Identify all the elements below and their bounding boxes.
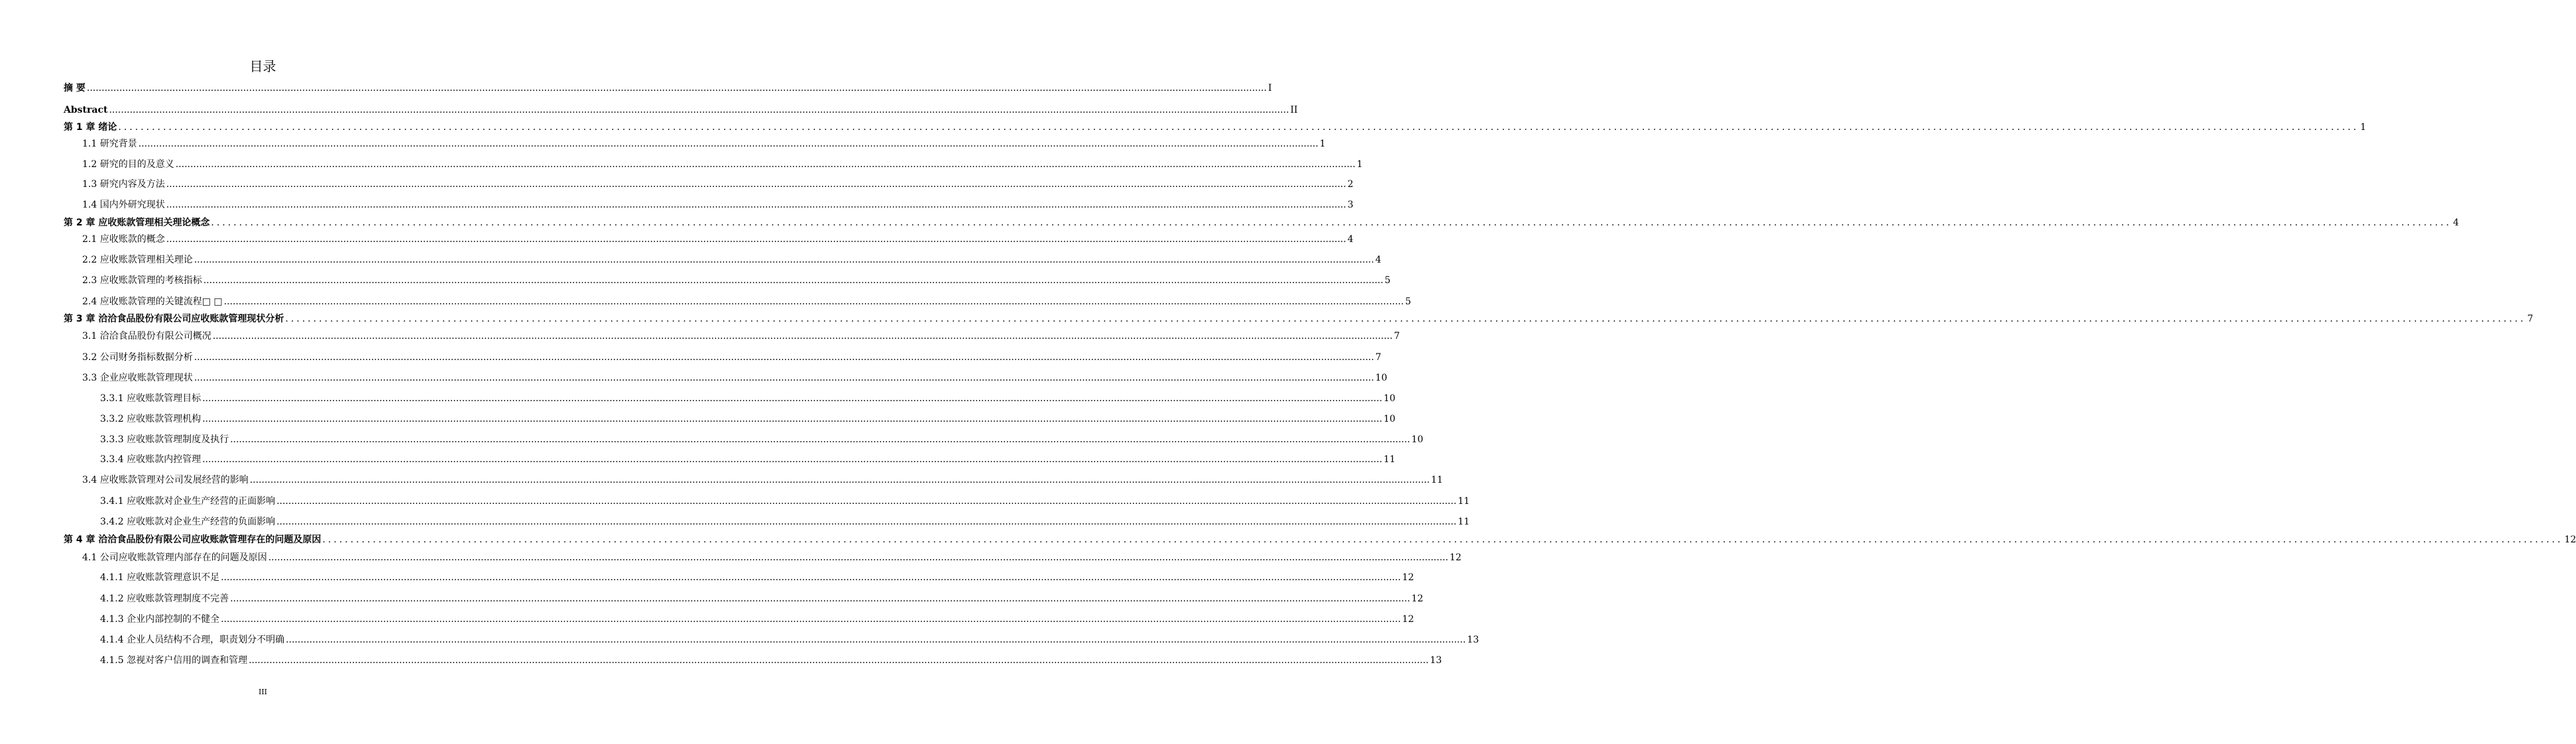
toc-entry-section-3-3[interactable] bbox=[82, 371, 1387, 385]
toc-entry-section-3-2[interactable] bbox=[82, 350, 1381, 365]
dot-leader: ................................................................................................................................................................................................................................................................................................................................................................................................................ bbox=[118, 122, 2359, 133]
toc-entry-label: 3.3.4 应收账款内控管理 bbox=[100, 454, 202, 465]
toc-entry-page: 3 bbox=[1347, 200, 1354, 210]
toc-entry-label: 4.1.1 应收账款管理意识不足 bbox=[100, 572, 220, 583]
toc-entry-section-4-1-2[interactable] bbox=[100, 591, 1423, 606]
dot-leader: ................................................................................................................................................................................................................................................................................................................................................................................................................ bbox=[230, 434, 1411, 445]
toc-entry-label: 3.4.1 应收账款对企业生产经营的正面影响 bbox=[100, 496, 276, 507]
toc-entry-page: 12 bbox=[1402, 614, 1414, 625]
toc-entry-page: 4 bbox=[2453, 217, 2459, 228]
toc-entry-section-4-1-4[interactable] bbox=[100, 633, 1479, 647]
toc-entry-label: 3.3.2 应收账款管理机构 bbox=[100, 414, 202, 424]
toc-entry-label: 3.3.1 应收账款管理目标 bbox=[100, 393, 202, 404]
toc-entry-chapter-4[interactable] bbox=[64, 532, 2576, 547]
dot-leader: ................................................................................................................................................................................................................................................................................................................................................................................................................ bbox=[175, 159, 1356, 170]
toc-entry-section-1-2[interactable] bbox=[82, 157, 1363, 172]
dot-leader: ................................................................................................................................................................................................................................................................................................................................................................................................................ bbox=[202, 414, 1383, 424]
dot-leader: ................................................................................................................................................................................................................................................................................................................................................................................................................ bbox=[268, 552, 1448, 563]
toc-entry-label: 3.2 公司财务指标数据分析 bbox=[82, 352, 193, 363]
dot-leader: ................................................................................................................................................................................................................................................................................................................................................................................................................ bbox=[221, 614, 1401, 625]
dot-leader: ................................................................................................................................................................................................................................................................................................................................................................................................................ bbox=[194, 373, 1374, 383]
toc-entry-section-4-1-1[interactable] bbox=[100, 570, 1414, 585]
toc-entry-label: 第 3 章 洽洽食品股份有限公司应收账款管理现状分析 bbox=[64, 314, 284, 324]
toc-entry-section-1-1[interactable] bbox=[82, 137, 1326, 151]
toc-entry-label: 4.1.5 忽视对客户信用的调查和管理 bbox=[100, 655, 248, 666]
page-number-footer: III bbox=[258, 688, 268, 696]
toc-entry-page: 10 bbox=[1383, 414, 1395, 424]
toc-entry-label: 3.4.2 应收账款对企业生产经营的负面影响 bbox=[100, 517, 276, 527]
dot-leader: ................................................................................................................................................................................................................................................................................................................................................................................................................ bbox=[194, 255, 1374, 265]
toc-entry-section-4-1[interactable] bbox=[82, 550, 1462, 565]
toc-entry-label: 4.1.2 应收账款管理制度不完善 bbox=[100, 593, 229, 604]
toc-entry-page: 10 bbox=[1411, 434, 1423, 445]
toc-entry-label: 4.1.4 企业人员结构不合理，职责划分不明确 bbox=[100, 635, 285, 645]
toc-entry-label: 1.4 国内外研究现状 bbox=[82, 200, 165, 210]
dot-leader: ................................................................................................................................................................................................................................................................................................................................................................................................................ bbox=[249, 655, 1429, 666]
toc-entry-page: 10 bbox=[1375, 373, 1387, 383]
toc-entry-label: 第 2 章 应收账款管理相关理论概念 bbox=[64, 217, 210, 228]
toc-title: 目录 bbox=[249, 58, 276, 74]
toc-entry-page: 13 bbox=[1467, 635, 1479, 645]
dot-leader: ................................................................................................................................................................................................................................................................................................................................................................................................................ bbox=[212, 331, 1393, 341]
toc-entry-label: 2.1 应收账款的概念 bbox=[82, 234, 165, 245]
dot-leader: ................................................................................................................................................................................................................................................................................................................................................................................................................ bbox=[249, 475, 1430, 485]
toc-entry-label: 3.4 应收账款管理对公司发展经营的影响 bbox=[82, 475, 249, 485]
toc-entry-page: 2 bbox=[1347, 179, 1354, 190]
dot-leader: ................................................................................................................................................................................................................................................................................................................................................................................................................ bbox=[138, 139, 1318, 149]
toc-entry-section-4-1-5[interactable] bbox=[100, 653, 1442, 668]
toc-entry-page: 4 bbox=[1347, 234, 1354, 245]
toc-entry-chapter-1[interactable] bbox=[64, 120, 2367, 135]
toc-entry-label: 2.3 应收账款管理的考核指标 bbox=[82, 275, 202, 286]
dot-leader: ................................................................................................................................................................................................................................................................................................................................................................................................................ bbox=[166, 179, 1346, 190]
toc-entry-section-3-4-2[interactable] bbox=[100, 515, 1470, 529]
toc-entry-page: 5 bbox=[1405, 296, 1411, 307]
toc-entry-label: 4.1 公司应收账款管理内部存在的问题及原因 bbox=[82, 552, 267, 563]
dot-leader: ................................................................................................................................................................................................................................................................................................................................................................................................................ bbox=[202, 454, 1383, 465]
toc-entry-section-1-3[interactable] bbox=[82, 177, 1354, 192]
dot-leader: ................................................................................................................................................................................................................................................................................................................................................................................................................ bbox=[276, 496, 1457, 507]
toc-entry-label: 第 4 章 洽洽食品股份有限公司应收账款管理存在的问题及原因 bbox=[64, 534, 322, 545]
toc-entry-page: I bbox=[1267, 83, 1272, 93]
dot-leader: ................................................................................................................................................................................................................................................................................................................................................................................................................ bbox=[109, 105, 1289, 115]
toc-entry-label: 1.3 研究内容及方法 bbox=[82, 179, 165, 190]
dot-leader: ................................................................................................................................................................................................................................................................................................................................................................................................................ bbox=[202, 393, 1383, 404]
toc-entry-page: 5 bbox=[1384, 275, 1391, 286]
toc-entry-page: 11 bbox=[1458, 517, 1470, 527]
dot-leader: ................................................................................................................................................................................................................................................................................................................................................................................................................ bbox=[203, 275, 1383, 286]
toc-entry-page: 7 bbox=[1393, 331, 1400, 341]
toc-entry-section-3-1[interactable] bbox=[82, 329, 1400, 343]
toc-entry-page: 12 bbox=[2564, 534, 2576, 545]
dot-leader: ................................................................................................................................................................................................................................................................................................................................................................................................................ bbox=[221, 572, 1401, 583]
toc-entry-page: 12 bbox=[1402, 572, 1414, 583]
toc-entry-chapter-2[interactable] bbox=[64, 216, 2459, 230]
toc-entry-page: 1 bbox=[2360, 122, 2367, 133]
toc-entry-page: 1 bbox=[1319, 139, 1326, 149]
toc-entry-label: 2.2 应收账款管理相关理论 bbox=[82, 255, 193, 265]
dot-leader: ................................................................................................................................................................................................................................................................................................................................................................................................................ bbox=[223, 296, 1404, 307]
toc-entry-section-4-1-3[interactable] bbox=[100, 612, 1414, 627]
dot-leader: ................................................................................................................................................................................................................................................................................................................................................................................................................ bbox=[166, 234, 1346, 245]
toc-entry-label: 3.1 洽洽食品股份有限公司概况 bbox=[82, 331, 211, 341]
dot-leader: ................................................................................................................................................................................................................................................................................................................................................................................................................ bbox=[86, 83, 1267, 93]
toc-entry-page: 12 bbox=[1449, 552, 1462, 563]
toc-entry-section-3-4-1[interactable] bbox=[100, 494, 1470, 509]
toc-entry-section-3-4[interactable] bbox=[82, 473, 1443, 487]
toc-entry-label: 摘 要 bbox=[64, 83, 86, 93]
toc-entry-label: 第 1 章 绪论 bbox=[64, 122, 117, 133]
dot-leader: ................................................................................................................................................................................................................................................................................................................................................................................................................ bbox=[285, 314, 2526, 324]
toc-entry-label: 4.1.3 企业内部控制的不健全 bbox=[100, 614, 220, 625]
toc-entry-page: II bbox=[1290, 105, 1298, 115]
toc-entry-abstract-en[interactable] bbox=[64, 103, 1298, 117]
dot-leader: ................................................................................................................................................................................................................................................................................................................................................................................................................ bbox=[276, 517, 1457, 527]
toc-entry-section-2-1[interactable] bbox=[82, 232, 1354, 247]
toc-entry-page: 7 bbox=[2527, 314, 2534, 324]
toc-entry-page: 12 bbox=[1411, 593, 1423, 604]
dot-leader: ................................................................................................................................................................................................................................................................................................................................................................................................................ bbox=[230, 593, 1411, 604]
toc-entry-label: 2.4 应收账款管理的关键流程□ □ bbox=[82, 296, 223, 307]
toc-entry-page: 1 bbox=[1356, 159, 1363, 170]
dot-leader: ................................................................................................................................................................................................................................................................................................................................................................................................................ bbox=[211, 217, 2452, 228]
dot-leader: ................................................................................................................................................................................................................................................................................................................................................................................................................ bbox=[166, 200, 1346, 210]
toc-entry-section-3-3-4[interactable] bbox=[100, 452, 1395, 467]
dot-leader: ................................................................................................................................................................................................................................................................................................................................................................................................................ bbox=[322, 534, 2563, 545]
toc-entry-page: 7 bbox=[1375, 352, 1381, 363]
toc-entry-page: 11 bbox=[1383, 454, 1395, 465]
toc-entry-section-3-3-2[interactable] bbox=[100, 412, 1395, 426]
dot-leader: ................................................................................................................................................................................................................................................................................................................................................................................................................ bbox=[194, 352, 1374, 363]
toc-entry-label: 1.2 研究的目的及意义 bbox=[82, 159, 174, 170]
toc-entry-page: 4 bbox=[1375, 255, 1381, 265]
toc-entry-label: Abstract bbox=[64, 105, 108, 115]
toc-entry-section-1-4[interactable] bbox=[82, 198, 1354, 212]
toc-entry-page: 11 bbox=[1431, 475, 1443, 485]
toc-entry-label: 3.3.3 应收账款管理制度及执行 bbox=[100, 434, 229, 445]
toc-entry-section-2-3[interactable] bbox=[82, 273, 1391, 288]
toc-entry-abstract-cn[interactable] bbox=[64, 81, 1272, 95]
toc-entry-page: 13 bbox=[1430, 655, 1442, 666]
toc-entry-section-3-3-1[interactable] bbox=[100, 391, 1395, 406]
toc-entry-label: 1.1 研究背景 bbox=[82, 139, 137, 149]
toc-entry-section-2-4[interactable] bbox=[82, 294, 1411, 309]
toc-entry-page: 11 bbox=[1458, 496, 1470, 507]
toc-entry-label: 3.3 企业应收账款管理现状 bbox=[82, 373, 193, 383]
toc-entry-section-3-3-3[interactable] bbox=[100, 432, 1423, 447]
dot-leader: ................................................................................................................................................................................................................................................................................................................................................................................................................ bbox=[286, 635, 1466, 645]
toc-entry-chapter-3[interactable] bbox=[64, 312, 2534, 326]
toc-entry-page: 10 bbox=[1383, 393, 1395, 404]
toc-entry-section-2-2[interactable] bbox=[82, 253, 1381, 267]
